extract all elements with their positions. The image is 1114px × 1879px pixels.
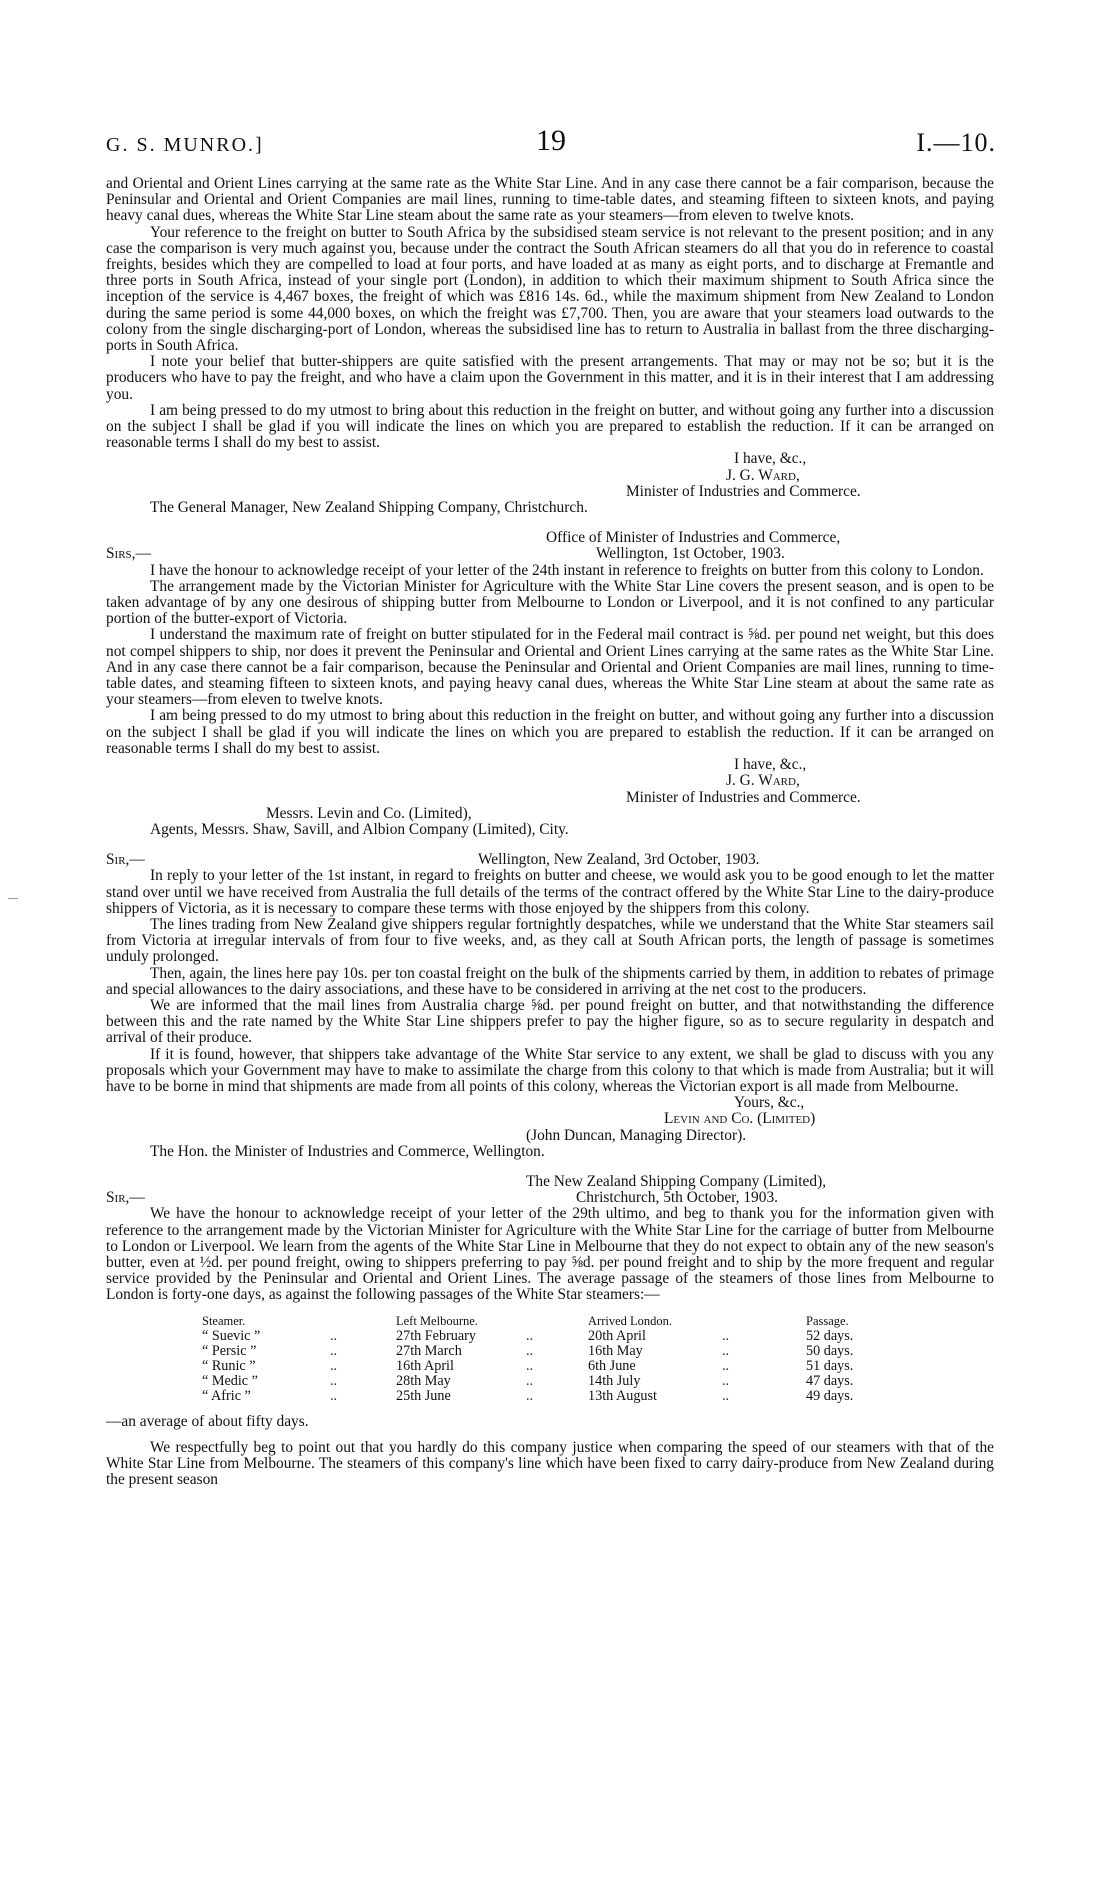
steamer-name: “ Afric ”: [202, 1387, 251, 1404]
paragraph: I understand the maximum rate of freight on butter stipulated for in the Federal mail contract is ⅝d. per pound net weight, but this does not compel shippers to ship, nor does it prevent the Peninsular and Oriental and Orient Lines carrying at the same rates as the White Star Line. And in any case there cannot be a fair comparison, because the Peninsular and Oriental and Orient Companies are mail lines, running to time-table dates, and steaming fifteen to sixteen knots, and paying heavy canal dues, whereas the White Star Line steam at about the same rate as your steamers—from eleven to twelve knots.: [106, 626, 994, 709]
paragraph: I have the honour to acknowledge receipt of your letter of the 24th instant in reference to freights on butter from this colony to London.: [150, 561, 984, 579]
paragraph: If it is found, however, that shippers take advantage of the White Star service to any extent, we shall be glad to discuss with you any proposals which your Government may have to make to assimilate the charge from this colony to that which is made from Australia; but it will have to be borne in mind that shipments are made from all points of this colony, whereas the Victorian export is all made from Melbourne.: [106, 1045, 994, 1095]
signature: J. G. Ward,: [726, 772, 800, 790]
paragraph: and Oriental and Orient Lines carrying at the same rate as the White Star Line. And in any case there cannot be a fair comparison, because the Peninsular and Oriental and Orient Companies are mail lines, running to time-table dates, and steaming fifteen to sixteen knots, and paying heavy canal dues, whereas the White Star Line steam about the same rate as your steamers—from eleven to twelve knots.: [106, 175, 994, 225]
table-row: [202, 1389, 876, 1404]
passage-days: 50 days.: [806, 1342, 854, 1359]
date-line: Christchurch, 5th October, 1903.: [576, 1189, 778, 1207]
passage-days: 52 days.: [806, 1327, 854, 1344]
salutation: Sir,—: [106, 1189, 145, 1207]
paragraph: I am being pressed to do my utmost to bring about this reduction in the freight on butter, and without going any further into a discussion on the subject I shall be glad if you will indicate the lines on which you are prepared to establish the reduction. If it can be arranged on reasonable terms I shall do my best to assist.: [106, 401, 994, 452]
left-date: 27th February: [396, 1327, 476, 1344]
table-row: [202, 1344, 876, 1359]
column-header: Left Melbourne.: [396, 1313, 478, 1328]
steamer-name: “ Medic ”: [202, 1372, 258, 1389]
leader-dots: ..: [526, 1387, 534, 1404]
arrived-date: 6th June: [588, 1357, 636, 1374]
closing: I have, &c.,: [734, 450, 807, 468]
date-line: Wellington, 1st October, 1903.: [596, 545, 785, 563]
leader-dots: ..: [330, 1387, 338, 1404]
leader-dots: ..: [722, 1327, 730, 1344]
page-number: 19: [536, 124, 566, 157]
table-row: [202, 1374, 876, 1389]
addressee: The Hon. the Minister of Industries and Commerce, Wellington.: [150, 1142, 545, 1160]
letter-nzsc-to-minister: [106, 1174, 994, 1488]
left-date: 25th June: [396, 1387, 451, 1404]
signatory-title: Minister of Industries and Commerce.: [626, 788, 861, 806]
steamer-name: “ Persic ”: [202, 1342, 257, 1359]
leader-dots: ..: [526, 1327, 534, 1344]
steamer-name: “ Runic ”: [202, 1357, 256, 1374]
header-author: G. S. MUNRO.]: [106, 134, 264, 156]
office-line: Office of Minister of Industries and Commerce,: [546, 529, 841, 547]
leader-dots: ..: [526, 1342, 534, 1359]
leader-dots: ..: [526, 1357, 534, 1374]
salutation: Sirs,—: [106, 545, 151, 563]
table-row: [202, 1359, 876, 1374]
paragraph: We are informed that the mail lines from Australia charge ⅝d. per pound freight on butter, and that notwithstanding the difference between this and the rate named by the White Star Line shippers prefer to pay the higher figure, so as to secure regularity in despatch and arrival of their produce.: [106, 996, 994, 1047]
addressee: The General Manager, New Zealand Shipping Company, Christchurch.: [150, 499, 588, 517]
document-body: [106, 176, 994, 1488]
table-header-row: [202, 1314, 876, 1329]
leader-dots: ..: [722, 1357, 730, 1374]
closing: Yours, &c.,: [734, 1094, 805, 1112]
paragraph: The lines trading from New Zealand give shippers regular fortnightly despatches, while we understand that the White Star steamers sail from Victoria at irregular intervals of from four to five weeks, and, as they call at South African ports, the length of passage is sometimes unduly prolonged.: [106, 915, 994, 966]
paragraph: We have the honour to acknowledge receipt of your letter of the 29th ultimo, and beg to thank you for the information given with reference to the arrangement made by the Victorian Minister for Agriculture with the White Star Line for the carriage of butter from Melbourne to London or Liverpool. We learn from the agents of the White Star Line in Melbourne that they do not expect to obtain any of the new season's butter, even at ½d. per pound freight, owing to shippers preferring to pay ⅝d. per pound freight and to ship by the more frequent and regular service provided by the Peninsular and Oriental and Orient Lines. The average passage of the steamers of those lines from Melbourne to London is forty-one days, as against the following passages of the White Star steamers:—: [106, 1205, 994, 1304]
leader-dots: ..: [722, 1372, 730, 1389]
leader-dots: ..: [330, 1357, 338, 1374]
letter-ward-to-levin: [106, 530, 994, 838]
paragraph: We respectfully beg to point out that you hardly do this company justice when comparing the speed of our steamers with that of the White Star Line from Melbourne. The steamers of this company's line which have been fixed to carry dairy-produce from New Zealand during the present season: [106, 1438, 994, 1489]
leader-dots: ..: [330, 1372, 338, 1389]
leader-dots: ..: [526, 1372, 534, 1389]
paragraph: —an average of about fifty days.: [106, 1412, 309, 1430]
letter-ward-to-nzsc: [106, 176, 994, 516]
paragraph: I note your belief that butter-shippers are quite satisfied with the present arrangements. That may or may not be so; but it is the producers who have to pay the freight, and who have a claim upon the Government in this matter, and it is in their interest that I am addressing you.: [106, 353, 994, 403]
column-header: Steamer.: [202, 1313, 246, 1328]
signature: Levin and Co. (Limited): [664, 1110, 816, 1128]
header-paper-ref: I.—10.: [916, 128, 996, 157]
passage-days: 47 days.: [806, 1372, 854, 1389]
arrived-date: 20th April: [588, 1327, 646, 1344]
arrived-date: 16th May: [588, 1342, 643, 1359]
column-header: Arrived London.: [588, 1313, 673, 1328]
page-header: [106, 124, 996, 164]
letter-levin-to-minister: [106, 852, 994, 1160]
left-date: 28th May: [396, 1372, 451, 1389]
leader-dots: ..: [722, 1387, 730, 1404]
salutation: Sir,—: [106, 851, 145, 869]
signature: J. G. Ward,: [726, 466, 800, 484]
addressee: Messrs. Levin and Co. (Limited),: [266, 804, 472, 822]
closing: I have, &c.,: [734, 756, 807, 774]
arrived-date: 13th August: [588, 1387, 657, 1404]
date-line: Wellington, New Zealand, 3rd October, 1903.: [478, 851, 760, 869]
leader-dots: ..: [330, 1342, 338, 1359]
paragraph: In reply to your letter of the 1st instant, in regard to freights on butter and cheese, we would ask you to be good enough to let the matter stand over until we have received from Australia the full details of the terms of the contract offered by the White Star Line to the dairy-produce shippers of Victoria, as it is necessary to compare these terms with those enjoyed by the shippers from this colony.: [106, 867, 994, 917]
signatory-title: Minister of Industries and Commerce.: [626, 482, 861, 500]
addressee: Agents, Messrs. Shaw, Savill, and Albion Company (Limited), City.: [150, 820, 569, 838]
arrived-date: 14th July: [588, 1372, 641, 1389]
table-row: [202, 1329, 876, 1344]
steamer-passage-table: [202, 1314, 876, 1404]
leader-dots: ..: [330, 1327, 338, 1344]
paragraph: The arrangement made by the Victorian Minister for Agriculture with the White Star Line covers the present season, and is open to be taken advantage of by any one desirous of shipping butter from Melbourne to London or Liverpool, and it is not confined to any particular portion of the butter-export of Victoria.: [106, 577, 994, 628]
column-header: Passage.: [806, 1313, 849, 1328]
margin-mark: [8, 898, 18, 899]
passage-days: 51 days.: [806, 1357, 854, 1374]
leader-dots: ..: [722, 1342, 730, 1359]
paragraph: Then, again, the lines here pay 10s. per ton coastal freight on the bulk of the shipments carried by them, in addition to rebates of primage and special allowances to the dairy associations, and these have to be considered in arriving at the net cost to the producers.: [106, 964, 994, 998]
left-date: 16th April: [396, 1357, 454, 1374]
company-line: The New Zealand Shipping Company (Limited),: [526, 1172, 827, 1190]
signature-detail: (John Duncan, Managing Director).: [526, 1126, 747, 1144]
passage-days: 49 days.: [806, 1387, 854, 1404]
left-date: 27th March: [396, 1342, 462, 1359]
paragraph: I am being pressed to do my utmost to bring about this reduction in the freight on butter, and without going any further into a discussion on the subject I shall be glad if you will indicate the lines on which you are prepared to establish the reduction. If it can be arranged on reasonable terms I shall do my best to assist.: [106, 707, 994, 757]
paragraph: Your reference to the freight on butter to South Africa by the subsidised steam service is not relevant to the present position; and in any case the comparison is very much against you, because under the contract the South African steamers do all that you do in reference to coastal freights, besides which they are compelled to load at four ports, and have loaded at as many as eight ports, and to discharge at Fremantle and three ports in South Africa, instead of your single port (London), in addition to which their maximum shipment to South Africa since the inception of the service is 4,467 boxes, the freight of which was £816 14s. 6d., while the maximum shipment from New Zealand to London during the same period is some 44,000 boxes, on which the freight was £7,700. Then, you are aware that your steamers load outwards to the colony from the single discharging-port of London, whereas the subsidised line has to return to Australia in ballast from the three discharging-ports in South Africa.: [106, 223, 994, 355]
steamer-name: “ Suevic ”: [202, 1327, 261, 1344]
